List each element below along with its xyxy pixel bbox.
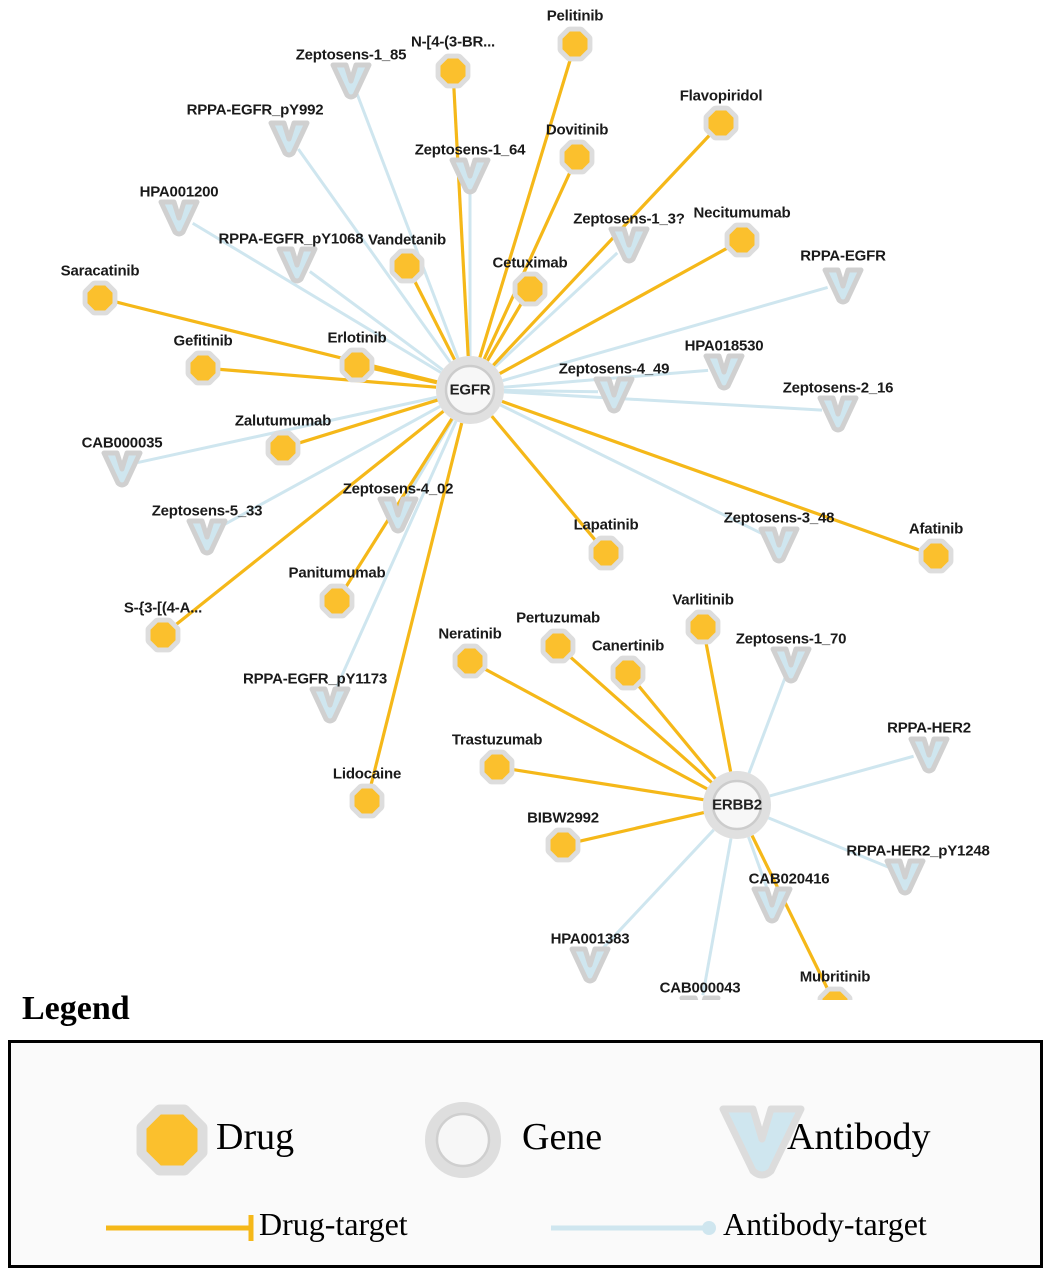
gene-label: ERBB2 [712, 796, 762, 814]
drug-node[interactable] [729, 227, 755, 253]
antibody-label: Zeptosens-2_16 [782, 379, 894, 397]
antibody-node[interactable] [887, 861, 923, 893]
antibody-node[interactable] [104, 453, 140, 485]
antibody-label: RPPA-EGFR_pY1068 [218, 230, 364, 248]
drug-target-edge [706, 644, 730, 772]
antibody-label: RPPA-EGFR_pY1173 [242, 670, 388, 688]
drug-node[interactable] [354, 788, 380, 814]
drug-label: Varlitinib [672, 591, 734, 609]
drug-node[interactable] [564, 144, 590, 170]
drug-label: Zalutumumab [234, 412, 332, 430]
edge-layer [116, 60, 919, 995]
antibody-label: RPPA-HER2_pY1248 [846, 842, 990, 860]
gene-label: EGFR [449, 381, 491, 399]
legend-label-drug-target: Drug-target [259, 1206, 408, 1242]
drug-label: Cetuximab [492, 254, 568, 272]
legend-drug-edge [106, 1215, 251, 1241]
antibody-label: CAB000043 [659, 979, 741, 997]
legend-label-antibody-target: Antibody-target [723, 1206, 927, 1242]
antibody-node[interactable] [271, 123, 307, 155]
drug-label: Dovitinib [545, 121, 609, 139]
drug-target-edge [639, 686, 716, 779]
drug-node[interactable] [190, 355, 216, 381]
antibody-target-edge [749, 677, 785, 773]
drug-node[interactable] [615, 660, 641, 686]
drug-node[interactable] [394, 253, 420, 279]
antibody-label: RPPA-EGFR [800, 247, 886, 265]
antibody-target-edge [504, 392, 822, 410]
drug-node[interactable] [708, 110, 734, 136]
antibody-label: HPA001383 [550, 930, 630, 948]
drug-label: BIBW2992 [527, 809, 599, 827]
drug-node[interactable] [270, 435, 296, 461]
antibody-label: HPA018530 [684, 337, 764, 355]
antibody-target-edge [337, 421, 457, 687]
drug-node[interactable] [690, 614, 716, 640]
antibody-node[interactable] [279, 249, 315, 281]
drug-label: Saracatinib [60, 262, 140, 280]
drug-label: S-{3-[(4-A... [123, 599, 203, 617]
drug-label: Trastuzumab [451, 731, 543, 749]
drug-node[interactable] [457, 648, 483, 674]
antibody-node[interactable] [820, 398, 856, 430]
drug-target-edge [514, 770, 704, 800]
legend-title: Legend [22, 990, 130, 1027]
antibody-node[interactable] [161, 202, 197, 234]
drug-label: Afatinib [908, 520, 964, 538]
drug-node[interactable] [550, 832, 576, 858]
drug-node[interactable] [593, 540, 619, 566]
antibody-label: Zeptosens-1_3? [573, 210, 685, 228]
drug-node[interactable] [324, 588, 350, 614]
drug-node[interactable] [562, 31, 588, 57]
antibody-node[interactable] [572, 949, 608, 981]
drug-label: Vandetanib [367, 231, 447, 249]
antibody-node[interactable] [611, 229, 647, 261]
legend-label-antibody: Antibody [787, 1116, 931, 1158]
antibody-target-edge [703, 838, 731, 995]
antibody-node[interactable] [706, 356, 742, 388]
antibody-node[interactable] [333, 65, 369, 97]
drug-label: Neratinib [438, 625, 502, 643]
antibody-label: Zeptosens-4_49 [558, 360, 670, 378]
antibody-label: CAB020416 [748, 870, 830, 888]
antibody-label: HPA001200 [139, 183, 219, 201]
drug-label: Erlotinib [327, 329, 387, 347]
antibody-label: Zeptosens-1_70 [735, 630, 847, 648]
antibody-node[interactable] [312, 689, 348, 721]
drug-label: Necitumumab [693, 204, 791, 222]
drug-target-edge [374, 369, 437, 383]
antibody-label: Zeptosens-4_02 [342, 480, 454, 498]
drug-node[interactable] [545, 633, 571, 659]
legend-label-gene: Gene [522, 1116, 603, 1158]
antibody-node[interactable] [596, 379, 632, 411]
antibody-label: Zeptosens-1_64 [414, 141, 526, 159]
drug-target-edge [502, 401, 920, 550]
antibody-node[interactable] [825, 270, 861, 302]
drug-label: Pelitinib [546, 7, 604, 25]
antibody-label: Zeptosens-5_33 [151, 502, 263, 520]
drug-label: Lidocaine [332, 765, 402, 783]
drug-label: Mubritinib [799, 968, 871, 986]
antibody-node[interactable] [911, 739, 947, 771]
drug-label: Gefitinib [173, 332, 233, 350]
drug-node[interactable] [87, 285, 113, 311]
drug-target-edge [454, 88, 468, 356]
drug-target-edge [346, 419, 452, 587]
antibody-label: RPPA-EGFR_pY992 [186, 101, 324, 119]
legend-box [8, 1040, 1043, 1268]
antibody-node[interactable] [761, 529, 797, 561]
antibody-target-edge [770, 756, 914, 796]
legend-label-drug: Drug [216, 1116, 295, 1158]
drug-node[interactable] [440, 58, 466, 84]
drug-target-edge [480, 60, 570, 357]
legend-section [0, 988, 1059, 1280]
antibody-label: Zeptosens-1_85 [295, 46, 407, 64]
antibody-node[interactable] [754, 889, 790, 921]
drug-node[interactable] [150, 622, 176, 648]
drug-label: N-[4-(3-BR... [410, 33, 496, 51]
drug-label: Canertinib [591, 637, 665, 655]
antibody-label: CAB000035 [81, 434, 163, 452]
antibody-node[interactable] [189, 521, 225, 553]
antibody-node[interactable] [773, 649, 809, 681]
antibody-node[interactable] [452, 160, 488, 192]
drug-node[interactable] [344, 352, 370, 378]
legend-gene-icon [431, 1108, 495, 1172]
drug-node[interactable] [484, 754, 510, 780]
drug-label: Panitumumab [288, 564, 386, 582]
drug-label: Flavopiridol [679, 87, 763, 105]
drug-node[interactable] [923, 543, 949, 569]
legend-antibody-edge [551, 1221, 716, 1235]
antibody-label: Zeptosens-3_48 [723, 509, 835, 527]
antibody-label: RPPA-HER2 [887, 719, 971, 737]
drug-label: Pertuzumab [516, 609, 600, 627]
drug-label: Lapatinib [573, 516, 639, 534]
legend-drug-icon [143, 1111, 201, 1169]
drug-node[interactable] [517, 276, 543, 302]
